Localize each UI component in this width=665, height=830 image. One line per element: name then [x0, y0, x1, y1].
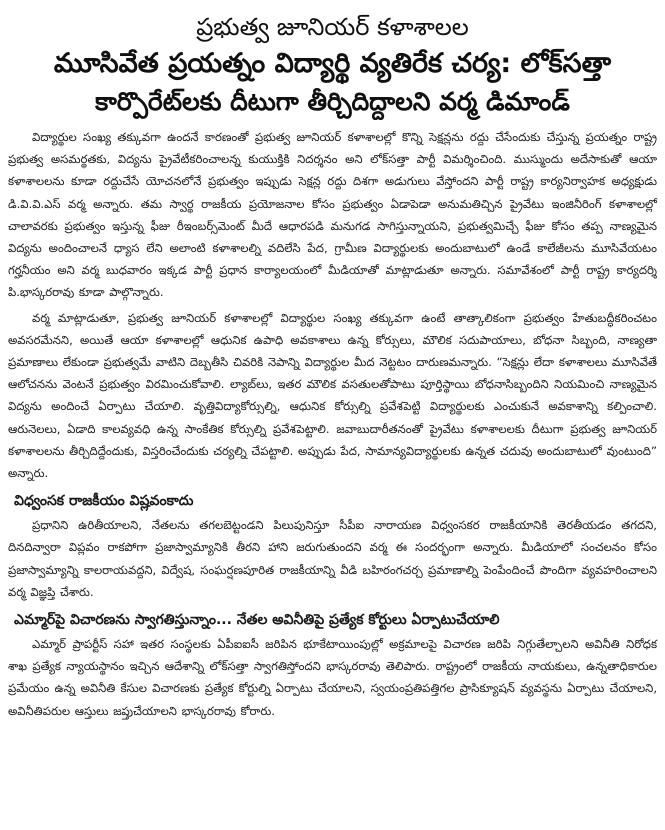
- headline-line-3: కార్పొరేట్‌లకు దీటుగా తీర్చిదిద్దాలని వర్మ డిమాండ్: [95, 87, 570, 116]
- body-paragraph: విద్యార్థుల సంఖ్య తక్కువగా ఉందనే కారణంతో ప్రభుత్వ జూనియర్ కళాశాలల్లో కొన్ని సెక్షన్లను రద్దు చేసేందుకు చేస్తున్న ప్రయత్నం రాష్ట్ర ప్రభుత్వ అసమర్థతకు, విద్యను ప్రైవేటీకరించాలన్న కుయుక్తికి నిదర్శనం అని లోక్‌సత్తా పార్టీ విమర్శించింది. ముస్ముందు అదేసాకుతో ఆయా కళాశాలలను కూడా రద్దుచేసే యోచనలోనే ప్రభుత్వం ఇప్పుడు సెక్షన్ల రద్దు దిశగా అడుగులు వేస్తోందని పార్టీ రాష్ట్ర కార్యనిర్వాహక అధ్యక్షుడు డి.వి.వి.ఎస్ వర్మ అన్నారు. తమ స్వార్థ రాజకీయ ప్రయోజనాల కోసం ప్రభుత్వం ఏడాపెడా అనుమతిచ్చిన ప్రైవేటు ఇంజినీరింగ్ కళాశాలల్లో చాలావరకు ప్రభుత్వం ఇస్తున్న ఫీజు రీఇంబర్స్‌మెంట్ మీదే ఆధారపడి మనుగడ సాగిస్తున్నాయని, ప్రభుత్వమిచ్చే ఫీజు కోసం తప్ప నాణ్యమైన విద్యను అందించాలనే ధ్యాస లేని అలాంటి కళాశాలల్ని వదిలేసి పేద, గ్రామీణ విద్యార్థులకు అందుబాటులో ఉండే కాలేజీలను మూసివేయటం గర్హనీయం అని వర్మ బుధవారం ఇక్కడ పార్టీ ప్రధాన కార్యాలయంలో మీడియాతో మాట్లాడుతూ అన్నారు. సమావేశంలో పార్టీ రాష్ట్ర కార్యదర్శి పి.భాస్కరరావు కూడా పాల్గొన్నారు.: [8, 130, 657, 300]
- section-paragraph: ఎమ్మార్ ప్రాపర్టీస్ సహా ఇతర సంస్థలకు ఏపీఐఐసీ జరిపిన భూకేటాయింపుల్లో అక్రమాలపై విచారణ జరిపి నిగ్గుతేల్చాలని అవినీతి నిరోధక శాఖ ప్రత్యేక న్యాయస్థానం ఇచ్చిన ఆదేశాన్ని లోక్‌సత్తా స్వాగతిస్తోందని భాస్కరరావు తెలిపారు. రాష్ట్రంలో రాజకీయ నాయకులు, ఉన్నతాధికారుల ప్రమేయం ఉన్న అవినీతి కేసుల విచారణకు ప్రత్యేక కోర్టుల్ని ఏర్పాటు చేయాలని, స్వయంప్రతిపత్తిగల ప్రాసిక్యూషన్ వ్యవస్థను ఏర్పాటు చేయాలని, అవినీతిపరుల ఆస్తులు జప్తుచేయాలని భాస్కరరావు కోరారు.: [8, 637, 657, 718]
- body-paragraph: వర్మ మాట్లాడుతూ, ప్రభుత్వ జూనియర్ కళాశాలల్లో విద్యార్థుల సంఖ్య తక్కువగా ఉంటే తాత్కాలికంగా ప్రభుత్వం హేతుబద్ధీకరించటం అవసరమేనని, అయితే ఆయా కళాశాలల్లో ఆధునిక ఉపాధి అవకాశాలు ఉన్న కోర్సులు, మౌలిక సదుపాయాలు, బోధనా సిబ్బంది, నాణ్యతా ప్రమాణాలు లేకుండా ప్రభుత్వమే వాటిని దెబ్బతీసి చివరికి నెపాన్ని విద్యార్థుల మీద నెట్టటం దారుణమన్నారు. “సెక్షన్లు లేదా కళాశాలలు మూసివేతే ఆలోచనను వెంటనే ప్రభుత్వం విరమించుకోవాలి. ల్యాబ్‌లు, ఇతర మౌలిక వసతులతోపాటు పూర్తిస్థాయి బోధనాసిబ్బందిని నియమించి నాణ్యమైన విద్యను అందించే ఏర్పాటు చేయాలి. వృత్తివిద్యాకోర్సుల్ని, ఆధునిక కోర్సుల్ని ప్రవేశపెట్టి విద్యార్థులకు ఎంచుకునే అవకాశాన్ని కల్పించాలి. ఆరునెలలు, ఏడాది కాలవ్యవధి ఉన్న సాంకేతిక కోర్సుల్ని ప్రవేశపెట్టాలి. జవాబుదారీతనంతో ప్రైవేటు కళాశాలలకు దీటుగా ప్రభుత్వ జూనియర్ కళాశాలలను తీర్చిదిద్దేందుకు, విస్తరించేందుకు చర్యల్ని చేపట్టాలి. అప్పుడు పేద, సామాన్యవిద్యార్థులకు ఉన్నత చదువు అందుబాటులో వుంటుంది” అన్నారు.: [8, 310, 657, 481]
- section-heading: ఎమ్మార్‌పై విచారణను స్వాగతిస్తున్నాం... నేతల అవినీతిపై ప్రత్యేక కోర్టులు ఏర్పాటుచేయాలి: [14, 612, 500, 629]
- section-paragraph: ప్రధానిని ఉరితీయాలని, నేతలను తగలబెట్టండని పిలుపునిస్తూ సీపీఐ నారాయణ విధ్వంసకర రాజకీయానికి తెరతీయడం తగదని, దినదిన్వారా విప్లవం రాకపోగా ప్రజాస్వామ్యానికి తీరని హాని జరుగుతుందని వర్మ ఈ సందర్భంగా అన్నారు. మీడియాలో సంచలనం కోసం ప్రజాస్వామ్యాన్ని కాలరాయవద్దని, విద్వేష, సంఘర్షణపూరిత రాజకీయాన్ని వీడి బహిరంగచర్చ ప్రమాణాల్ని పెంపేందించే పొందిగా వ్యవహరించాలని వర్మ విజ్ఞప్తి చేశారు.: [8, 518, 657, 599]
- headline-line-1: ప్రభుత్వ జూనియర్ కళాశాలల: [196, 13, 469, 41]
- headline-line-2: మూసివేత ప్రయత్నం విద్యార్థి వ్యతిరేక చర్య: లోక్‌సత్తా: [53, 48, 612, 79]
- section-heading: విధ్వంసక రాజకీయం విష్లవంకాదు: [14, 493, 194, 510]
